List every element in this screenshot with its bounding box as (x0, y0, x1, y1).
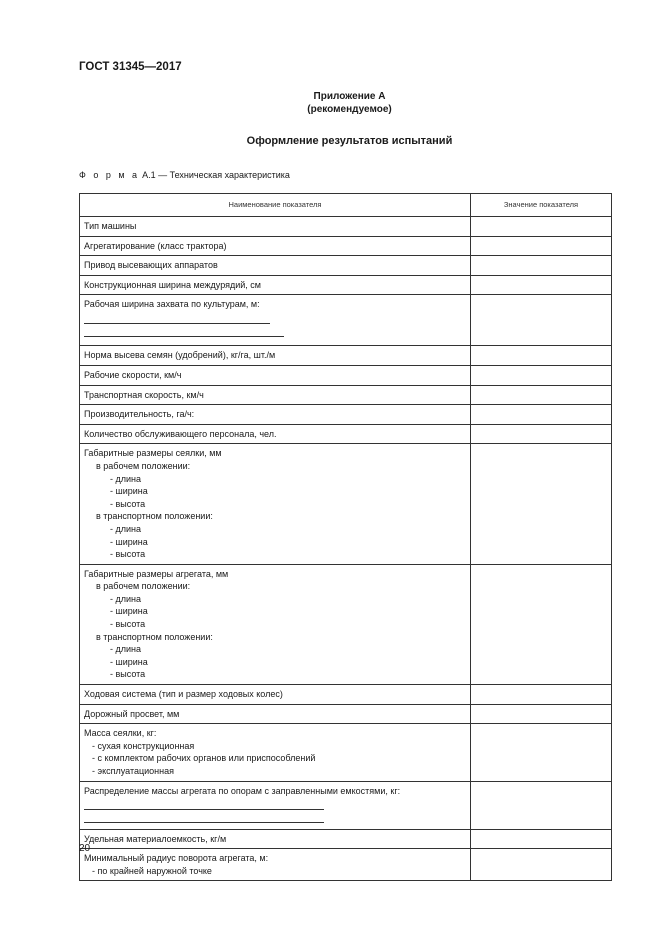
sub-label: - длина (110, 473, 142, 484)
blank-line (84, 810, 324, 823)
annex-heading (0, 90, 661, 116)
sub-label: - эксплуатационная (92, 766, 174, 776)
row-label-cell (80, 295, 471, 346)
row-label: Конструкционная ширина междурядий, см (80, 275, 471, 295)
sub-label: - с комплектом рабочих органов или приспособлений (92, 753, 316, 764)
value-cell (471, 724, 612, 781)
table-row (80, 385, 612, 405)
annex-note: (рекомендуемое) (307, 104, 392, 115)
sub-label: - длина (110, 523, 142, 534)
table-header-row (80, 194, 612, 217)
sub-label: в рабочем положении: (96, 581, 191, 592)
sub-label: - ширина (110, 656, 148, 667)
sub-label: - ширина (110, 536, 148, 547)
page-number: 20 (79, 843, 91, 854)
table-row (80, 685, 612, 705)
value-cell (471, 295, 612, 346)
value-cell (471, 424, 612, 444)
value-cell (471, 704, 612, 724)
document-id: ГОСТ 31345—2017 (79, 61, 182, 73)
row-label: Рабочая ширина захвата по культурам, м: (84, 299, 260, 310)
sub-label: - сухая конструкционная (92, 740, 195, 751)
characteristics-table (79, 193, 612, 881)
table-row (80, 444, 612, 564)
sub-label: - ширина (110, 606, 148, 617)
sub-label: в транспортном положении: (96, 631, 213, 642)
table-row (80, 704, 612, 724)
sub-label: - высота (110, 669, 146, 680)
row-label: Рабочие скорости, км/ч (80, 365, 471, 385)
value-cell (471, 405, 612, 425)
blank-line (84, 797, 324, 810)
row-label: Ходовая система (тип и размер ходовых колес) (80, 685, 471, 705)
value-cell (471, 236, 612, 256)
row-label: Дорожный просвет, мм (80, 704, 471, 724)
table-row (80, 829, 612, 849)
row-label-cell (80, 564, 471, 684)
sub-label: - высота (110, 498, 146, 509)
value-cell (471, 781, 612, 829)
table-row (80, 346, 612, 366)
value-cell (471, 256, 612, 276)
value-cell (471, 685, 612, 705)
row-label-cell (80, 444, 471, 564)
table-row (80, 424, 612, 444)
value-cell (471, 346, 612, 366)
row-label: Распределение массы агрегата по опорам с заправленными емкостями, кг: (84, 785, 401, 796)
row-label-cell (80, 724, 471, 781)
table-row (80, 217, 612, 237)
section-title: Оформление результатов испытаний (246, 135, 453, 147)
table-row (80, 365, 612, 385)
table-row (80, 781, 612, 829)
blank-line (84, 324, 284, 337)
value-cell (471, 444, 612, 564)
annex-title: Приложение А (313, 91, 386, 102)
table-row (80, 256, 612, 276)
row-label: Производительность, га/ч: (80, 405, 471, 425)
form-caption (79, 170, 290, 180)
header-value: Значение показателя (471, 194, 612, 217)
sub-label: - длина (110, 644, 142, 655)
value-cell (471, 217, 612, 237)
sub-label: - ширина (110, 486, 148, 497)
row-label-cell (80, 849, 471, 881)
value-cell (471, 275, 612, 295)
table-row (80, 564, 612, 684)
sub-label: - длина (110, 593, 142, 604)
form-name: — Техническая характеристика (158, 170, 290, 180)
table-row (80, 405, 612, 425)
table-row (80, 236, 612, 256)
sub-label: в рабочем положении: (96, 460, 191, 471)
blank-line (84, 311, 270, 324)
row-label: Количество обслуживающего персонала, чел. (80, 424, 471, 444)
value-cell (471, 829, 612, 849)
row-label: Транспортная скорость, км/ч (80, 385, 471, 405)
table-row (80, 724, 612, 781)
row-label: Привод высевающих аппаратов (80, 256, 471, 276)
table-row (80, 849, 612, 881)
row-label: Габаритные размеры сеялки, мм (84, 448, 222, 459)
value-cell (471, 365, 612, 385)
header-name: Наименование показателя (80, 194, 471, 217)
table-row (80, 275, 612, 295)
sub-label: - высота (110, 549, 146, 560)
row-label: Тип машины (80, 217, 471, 237)
form-number: А.1 (142, 170, 156, 180)
row-label: Норма высева семян (удобрений), кг/га, шт./м (80, 346, 471, 366)
row-label-cell (80, 781, 471, 829)
row-label: Минимальный радиус поворота агрегата, м: (84, 853, 269, 864)
value-cell (471, 849, 612, 881)
sub-label: - по крайней наружной точке (92, 865, 212, 876)
row-label: Удельная материалоемкость, кг/м (80, 829, 471, 849)
row-label: Агрегатирование (класс трактора) (80, 236, 471, 256)
table-row (80, 295, 612, 346)
sub-label: в транспортном положении: (96, 511, 213, 522)
row-label: Габаритные размеры агрегата, мм (84, 568, 229, 579)
value-cell (471, 564, 612, 684)
value-cell (471, 385, 612, 405)
row-label: Масса сеялки, кг: (84, 728, 157, 739)
form-prefix: Ф о р м а (79, 170, 140, 180)
sub-label: - высота (110, 619, 146, 630)
